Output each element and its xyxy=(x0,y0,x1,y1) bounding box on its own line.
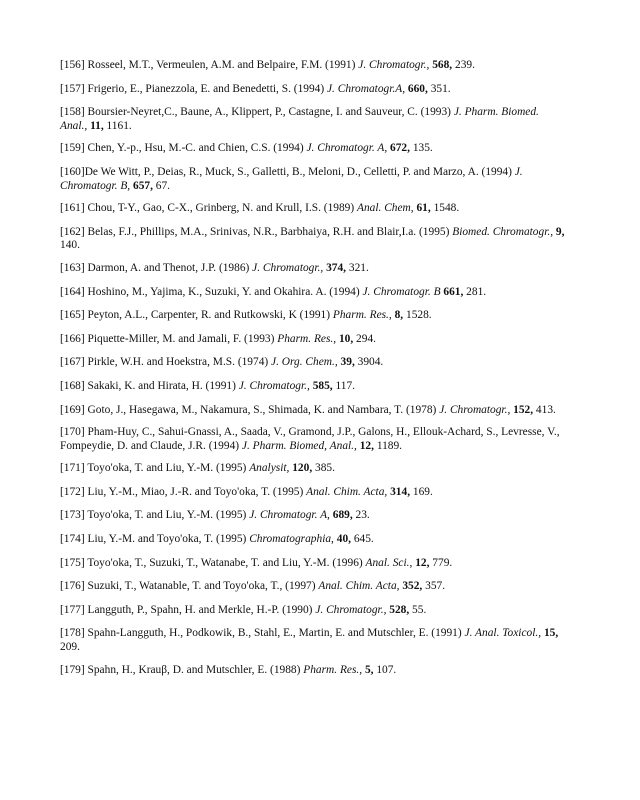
ref-authors: Pirkle, W.H. and Hoekstra, M.S. (1974) xyxy=(87,356,272,369)
ref-volume: 61, xyxy=(413,202,431,215)
ref-number: [159] xyxy=(60,142,88,155)
reference-list xyxy=(60,59,568,677)
ref-journal: J. Chromatogr. A, xyxy=(249,509,330,522)
reference-item xyxy=(60,226,568,253)
reference-item xyxy=(60,83,568,97)
ref-journal: Biomed. Chromatogr., xyxy=(452,225,554,238)
ref-pages: 169. xyxy=(410,485,433,498)
ref-volume: 585, xyxy=(309,379,333,392)
ref-authors: Toyo'oka, T., Suzuki, T., Watanabe, T. and Liu, Y.-M. (1996) xyxy=(87,556,366,569)
ref-authors: Spahn-Langguth, H., Podkowik, B., Stahl, E., Martin, E. and Mutschler, E. (1991) xyxy=(87,627,465,640)
ref-number: [163] xyxy=(60,261,88,274)
ref-journal: Pharm. Res., xyxy=(303,663,363,676)
ref-authors: Rosseel, M.T., Vermeulen, A.M. and Belpaire, F.M. (1991) xyxy=(87,59,359,71)
ref-number: [157] xyxy=(60,82,88,95)
reference-item xyxy=(60,557,568,571)
ref-authors: Chen, Y.-p., Hsu, M.-C. and Chien, C.S. (1994) xyxy=(87,142,307,155)
ref-number: [161] xyxy=(60,202,88,215)
reference-item xyxy=(60,142,568,156)
ref-number: [156] xyxy=(60,59,88,71)
ref-pages: 117. xyxy=(332,379,355,392)
ref-volume: 10, xyxy=(336,332,354,345)
ref-volume: 672, xyxy=(387,142,410,155)
ref-number: [177] xyxy=(60,603,88,616)
ref-journal: Pharm. Res., xyxy=(332,309,392,322)
ref-authors: Hoshino, M., Yajima, K., Suzuki, Y. and Okahira. A. (1994) xyxy=(87,285,363,298)
ref-journal: J. Chromatogr.A, xyxy=(327,82,406,95)
reference-item xyxy=(60,509,568,523)
ref-volume: 657, xyxy=(130,179,153,192)
reference-item xyxy=(60,380,568,394)
reference-item xyxy=(60,580,568,594)
ref-pages: 1548. xyxy=(430,202,460,215)
ref-journal: J. Chromatogr., xyxy=(358,59,430,71)
ref-volume: 39, xyxy=(337,356,355,369)
ref-number: [176] xyxy=(60,580,88,593)
ref-authors: De We Witt, P., Deias, R., Muck, S., Galletti, B., Meloni, D., Celletti, P. and Marzo, A. (1994) xyxy=(84,165,515,178)
ref-journal: J. Pharm. Biomed, Anal., xyxy=(241,439,357,452)
ref-volume: 314, xyxy=(387,485,411,498)
ref-volume: 15, xyxy=(541,627,559,640)
ref-pages: 209. xyxy=(60,641,80,654)
ref-volume: 5, xyxy=(362,663,374,676)
ref-volume: 689, xyxy=(329,509,353,522)
ref-journal: J. Chromatogr. B xyxy=(362,285,441,298)
reference-item xyxy=(60,462,568,476)
ref-journal: Chromatographia, xyxy=(249,533,334,546)
ref-authors: Sakaki, K. and Hirata, H. (1991) xyxy=(87,379,239,392)
ref-authors: Liu, Y.-M. and Toyo'oka, T. (1995) xyxy=(87,533,250,546)
ref-number: [173] xyxy=(60,509,88,522)
ref-pages: 351. xyxy=(427,82,451,95)
reference-item xyxy=(60,286,568,300)
reference-item xyxy=(60,627,568,654)
ref-journal: Anal. Chim. Acta, xyxy=(318,580,400,593)
ref-pages: 413. xyxy=(533,403,556,416)
ref-number: [179] xyxy=(60,663,88,676)
ref-authors: Liu, Y.-M., Miao, J.-R. and Toyo'oka, T. (1995) xyxy=(87,485,307,498)
ref-journal: Pharm. Res., xyxy=(277,332,337,345)
ref-volume: 120, xyxy=(289,462,313,475)
ref-authors: Spahn, H., Krauβ, D. and Mutschler, E. (1988) xyxy=(87,663,304,676)
ref-authors: Peyton, A.L., Carpenter, R. and Rutkowski, K (1991) xyxy=(87,309,333,322)
ref-journal: J. Chromatogr. A, xyxy=(306,142,388,155)
ref-number: [174] xyxy=(60,533,88,546)
ref-volume: 12, xyxy=(412,556,430,569)
ref-journal: J. Chromatogr., xyxy=(238,379,310,392)
ref-pages: 357. xyxy=(422,580,446,593)
ref-pages: 1528. xyxy=(403,309,432,322)
ref-pages: 55. xyxy=(409,603,427,616)
ref-pages: 281. xyxy=(463,285,487,298)
ref-number: [167] xyxy=(60,356,88,369)
reference-item xyxy=(60,533,568,547)
ref-journal: Anal. Chim. Acta, xyxy=(306,485,388,498)
ref-authors: Darmon, A. and Thenot, J.P. (1986) xyxy=(87,261,253,274)
ref-pages: 1161. xyxy=(103,119,132,132)
reference-item xyxy=(60,486,568,500)
reference-item xyxy=(60,262,568,276)
ref-volume: 11, xyxy=(87,119,104,132)
ref-journal: J. Chromatogr. B, xyxy=(60,165,523,192)
reference-item xyxy=(60,664,568,678)
ref-authors: Goto, J., Hasegawa, M., Nakamura, S., Shimada, K. and Nambara, T. (1978) xyxy=(87,403,440,416)
ref-authors: Chou, T-Y., Gao, C-X., Grinberg, N. and Krull, I.S. (1989) xyxy=(87,202,357,215)
ref-pages: 23. xyxy=(352,509,370,522)
ref-authors: Suzuki, T., Watanable, T. and Toyo'oka, T., (1997) xyxy=(87,580,319,593)
reference-item xyxy=(60,166,568,193)
ref-journal: Anal. Sci., xyxy=(365,556,413,569)
ref-volume: 661, xyxy=(440,285,464,298)
ref-authors: Toyo'oka, T. and Liu, Y.-M. (1995) xyxy=(87,462,250,475)
ref-number: [175] xyxy=(60,556,88,569)
ref-journal: J. Chromatogr., xyxy=(252,261,324,274)
ref-pages: 67. xyxy=(152,179,171,192)
ref-journal: J. Org. Chem., xyxy=(271,356,338,369)
reference-item xyxy=(60,333,568,347)
reference-item xyxy=(60,604,568,618)
reference-item xyxy=(60,356,568,370)
ref-pages: 385. xyxy=(312,462,335,475)
ref-authors: Toyo'oka, T. and Liu, Y.-M. (1995) xyxy=(87,509,250,522)
ref-number: [169] xyxy=(60,403,88,416)
ref-number: [166] xyxy=(60,332,88,345)
ref-journal: J. Chromatogr., xyxy=(315,603,387,616)
ref-volume: 12, xyxy=(356,439,374,452)
ref-pages: 294. xyxy=(353,332,376,345)
ref-journal: Analysit, xyxy=(249,462,290,475)
ref-number: [172] xyxy=(60,485,88,498)
ref-pages: 779. xyxy=(429,556,453,569)
ref-volume: 40, xyxy=(333,533,351,546)
ref-number: [171] xyxy=(60,462,88,475)
ref-authors: Langguth, P., Spahn, H. and Merkle, H.-P. (1990) xyxy=(87,603,316,616)
reference-item xyxy=(60,426,568,453)
ref-volume: 9, xyxy=(553,225,565,238)
ref-volume: 528, xyxy=(386,603,410,616)
ref-authors: Piquette-Miller, M. and Jamali, F. (1993) xyxy=(87,332,278,345)
ref-number: [178] xyxy=(60,627,88,640)
ref-authors: Belas, F.J., Phillips, M.A., Srinivas, N.R., Barbhaiya, R.H. and Blair,I.a. (1995) xyxy=(87,225,453,238)
reference-item xyxy=(60,202,568,216)
ref-volume: 568, xyxy=(429,59,453,71)
reference-item xyxy=(60,309,568,323)
ref-pages: 321. xyxy=(346,261,369,274)
ref-pages: 3904. xyxy=(354,356,384,369)
reference-item xyxy=(60,106,568,133)
reference-item xyxy=(60,404,568,418)
ref-number: [164] xyxy=(60,285,88,298)
ref-authors: Frigerio, E., Pianezzola, E. and Benedetti, S. (1994) xyxy=(87,82,327,95)
ref-pages: 107. xyxy=(373,663,397,676)
ref-number: [170] xyxy=(60,426,88,439)
ref-journal: Anal. Chem, xyxy=(357,202,414,215)
ref-journal: J. Pharm. Biomed. Anal., xyxy=(60,106,539,132)
ref-number: [158] xyxy=(60,106,88,119)
ref-authors: Pham-Huy, C., Sahui-Gnassi, A., Saada, V., Gramond, J.P., Galons, H., Ellouk-Achard, S., Levresse, V., Fompeydie, D. and Claude, J.R. (1994) xyxy=(60,426,560,452)
ref-number: [162] xyxy=(60,225,88,238)
ref-pages: 645. xyxy=(351,533,374,546)
ref-pages: 135. xyxy=(409,142,433,155)
ref-number: [168] xyxy=(60,379,88,392)
ref-pages: 140. xyxy=(60,239,80,252)
ref-volume: 374, xyxy=(323,261,347,274)
reference-item xyxy=(60,59,568,73)
ref-pages: 239. xyxy=(452,59,475,71)
ref-volume: 660, xyxy=(405,82,428,95)
ref-volume: 8, xyxy=(391,309,404,322)
ref-number: [165] xyxy=(60,309,88,322)
ref-pages: 1189. xyxy=(373,439,403,452)
ref-volume: 152, xyxy=(510,403,534,416)
ref-number: [160] xyxy=(60,165,85,178)
ref-volume: 352, xyxy=(399,580,423,593)
ref-journal: J. Anal. Toxicol., xyxy=(464,627,542,640)
ref-authors: Boursier-Neyret,C., Baune, A., Klippert, P., Castagne, I. and Sauveur, C. (1993) xyxy=(87,106,454,119)
ref-journal: J. Chromatogr., xyxy=(439,403,511,416)
